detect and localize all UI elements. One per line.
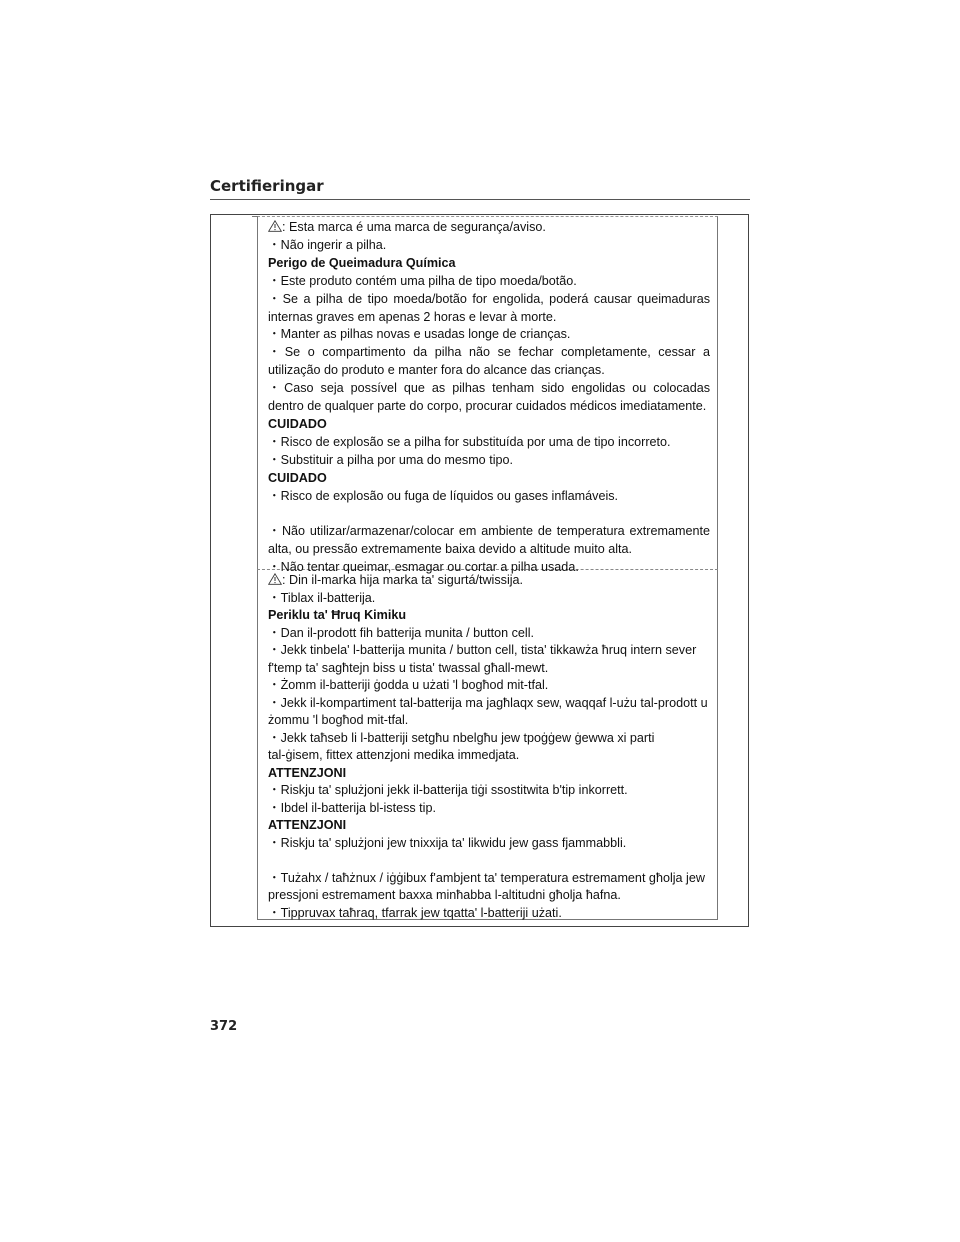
line-text: ・Ibdel il-batterija bl-istess tip. bbox=[268, 800, 436, 815]
line-text: ・Żomm il-batteriji ġodda u użati 'l bogħod mit-tfal. bbox=[268, 678, 549, 692]
text-line bbox=[268, 434, 710, 452]
line-text: Periklu ta' Ħruq Kimiku bbox=[268, 608, 407, 622]
line-text: ・Dan il-prodott fih batterija munita / button cell. bbox=[268, 625, 534, 640]
text-line bbox=[268, 642, 710, 660]
line-text: ・Não tentar queimar, esmagar ou cortar a pilha usada. bbox=[268, 559, 579, 574]
section-portuguese bbox=[268, 219, 710, 577]
warning-triangle-icon bbox=[268, 220, 282, 232]
text-line bbox=[268, 712, 710, 730]
text-line bbox=[268, 782, 710, 800]
page-number: 372 bbox=[210, 1019, 238, 1034]
warning-triangle-icon bbox=[268, 573, 282, 585]
text-line bbox=[268, 291, 710, 327]
text-line bbox=[268, 835, 710, 853]
line-text: ・Tiblax il-batterija. bbox=[268, 590, 376, 605]
line-text: Perigo de Queimadura Química bbox=[268, 255, 456, 270]
section-heading bbox=[268, 470, 710, 488]
text-line bbox=[268, 326, 710, 344]
section-heading bbox=[268, 765, 710, 783]
line-text: ATTENZJONI bbox=[268, 765, 347, 780]
line-text: : Din il-marka hija marka ta' sigurtá/twissija. bbox=[282, 573, 524, 587]
section-heading bbox=[268, 607, 710, 625]
text-line bbox=[268, 660, 710, 678]
line-text: tal-ġisem, fittex attenzjoni medika immedjata. bbox=[268, 748, 520, 762]
line-text: ・Risco de explosão se a pilha for substituída por uma de tipo incorreto. bbox=[268, 434, 671, 449]
section-maltese bbox=[268, 572, 710, 922]
text-line bbox=[268, 870, 710, 888]
line-text: żommu 'l bogħod mit-tfal. bbox=[268, 713, 409, 727]
text-line bbox=[268, 695, 710, 713]
line-text: : Esta marca é uma marca de segurança/aviso. bbox=[282, 220, 546, 234]
line-text: ・Jekk taħseb li l-batteriji setgħu nbelgħu jew tpoġġew ġewwa xi parti bbox=[268, 730, 655, 745]
line-text: CUIDADO bbox=[268, 470, 327, 485]
line-text: ・Este produto contém uma pilha de tipo moeda/botão. bbox=[268, 273, 577, 288]
line-text: ・Substituir a pilha por uma do mesmo tipo. bbox=[268, 452, 513, 467]
line-text: ATTENZJONI bbox=[268, 818, 347, 832]
text-line bbox=[268, 747, 710, 765]
text-line bbox=[268, 730, 710, 748]
line-text: CUIDADO bbox=[268, 416, 327, 431]
line-text: ・Se a pilha de tipo moeda/botão for engolida, poderá causar queimaduras internas graves em apenas 2 horas e levar à morte. bbox=[268, 291, 710, 324]
line-text: ・Tippruvax taħraq, tfarrak jew tqatta' l-batteriji użati. bbox=[268, 905, 562, 920]
text-line bbox=[268, 590, 710, 608]
text-line bbox=[268, 800, 710, 818]
line-text: ・Jekk tinbela' l-batterija munita / button cell, tista' tikkawża ħruq intern sever bbox=[268, 643, 697, 657]
line-text: ・Risco de explosão ou fuga de líquidos ou gases inflamáveis. bbox=[268, 488, 619, 503]
text-line bbox=[268, 273, 710, 291]
blank-line bbox=[268, 852, 710, 870]
line-text: ・Manter as pilhas novas e usadas longe de crianças. bbox=[268, 327, 571, 342]
frame-tick bbox=[252, 216, 258, 217]
section-heading bbox=[268, 255, 710, 273]
text-line bbox=[268, 380, 710, 416]
line-text: ・Não utilizar/armazenar/colocar em ambiente de temperatura extremamente alta, ou pressão extremamente baixa devido a altitude muito alta. bbox=[268, 524, 710, 556]
text-line bbox=[268, 237, 710, 255]
page-title: Certifieringar bbox=[210, 177, 324, 195]
text-line bbox=[268, 219, 710, 237]
line-text: ・Não ingerir a pilha. bbox=[268, 237, 387, 252]
text-line bbox=[268, 523, 710, 559]
text-line bbox=[268, 887, 710, 905]
blank-line bbox=[268, 506, 710, 524]
line-text: ・Caso seja possível que as pilhas tenham sido engolidas ou colocadas dentro de qualquer parte do corpo, procurar cuidados médicos imediatamente. bbox=[268, 381, 710, 414]
text-line bbox=[268, 488, 710, 506]
text-line bbox=[268, 677, 710, 695]
text-line bbox=[268, 344, 710, 380]
line-text: f'temp ta' sagħtejn biss u tista' twassal għall-mewt. bbox=[268, 660, 549, 675]
text-line bbox=[268, 625, 710, 643]
section-heading bbox=[268, 817, 710, 835]
text-line bbox=[268, 572, 710, 590]
line-text: ・Tużahx / taħżnux / iġġibux f'ambjent ta' temperatura estremament għolja jew bbox=[268, 870, 705, 885]
text-line bbox=[268, 452, 710, 470]
section-heading bbox=[268, 416, 710, 434]
line-text: ・Se o compartimento da pilha não se fechar completamente, cessar a utilização do produto e manter fora do alcance das crianças. bbox=[268, 345, 710, 378]
text-line bbox=[268, 905, 710, 923]
line-text: pressjoni estremament baxxa minħabba l-altitudni għolja ħafna. bbox=[268, 888, 621, 902]
title-rule bbox=[210, 199, 750, 200]
line-text: ・Jekk il-kompartiment tal-batterija ma jagħlaqx sew, waqqaf l-użu tal-prodott u bbox=[268, 695, 708, 710]
line-text: ・Riskju ta' splużjoni jekk il-batterija tiġi ssostitwita b'tip inkorrett. bbox=[268, 783, 628, 797]
line-text: ・Riskju ta' splużjoni jew tnixxija ta' likwidu jew gass fjammabbli. bbox=[268, 835, 627, 850]
